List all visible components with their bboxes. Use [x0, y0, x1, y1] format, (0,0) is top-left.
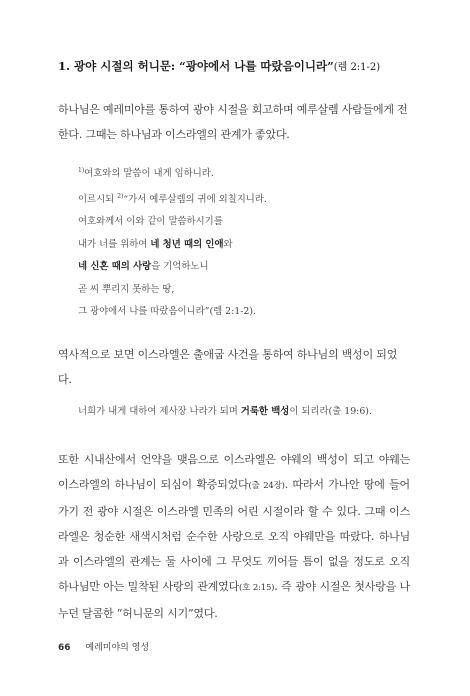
- verse-line: 이르시되 $^{2)}$“가서 예루살렘의 귀에 외칠지니라.: [78, 192, 267, 205]
- page-number: 66: [58, 643, 71, 653]
- section-heading: [58, 58, 438, 74]
- history-paragraph: 역사적으로 보면 이스라엘은 출애굽 사건을 통하여 하나님의 백성이 되었다.: [58, 348, 398, 386]
- verse-line: 여호와께서 이와 같이 말씀하시기를: [78, 216, 223, 227]
- verse-number: 1): [78, 167, 85, 174]
- citation: (호 2:15): [239, 583, 275, 593]
- section-number: 1.: [58, 59, 71, 73]
- verse-line: 네 신혼 때의 사랑을 기억하노니: [78, 261, 209, 272]
- emphasis-text: 네 신혼 때의 사랑: [78, 261, 152, 272]
- verse-number: 2): [117, 192, 124, 200]
- running-title: 예레미야의 영성: [85, 643, 150, 653]
- verse-line: 그 광야에서 나를 따랐음이니라”(렘 2:1-2).: [78, 306, 257, 317]
- scripture-quote-exodus: 너희가 내게 대하여 제사장 나라가 되며 거룩한 백성이 되리라(출 19:6).: [78, 406, 372, 417]
- emphasis-text: 네 청년 때의 인애: [150, 238, 224, 250]
- body-paragraph: 또한 시내산에서 언약을 맺음으로 이스라엘은 야웨의 백성이 되고 야웨는 이스라엘의 하나님이 되심이 확증되었다(출 24장). 따라서 가나안 땅에 들어가기 전 광야 시절은 이스라엘 민족의 어린 시절이라 할 수 있다. 그때 이스라엘은 청순한 새색시처럼 순수한 사랑으로 오직 야웨만을 따랐다. 하나님과 이스라엘의 관계는 둘 사이에 그 무엇도 끼어들 틈이 없을 정도로 오직 하나님만 아는 밀착된 사랑의 관계였다(호 2:15). 즉 광야 시절은 첫사랑을 나누던 달콤한 “허니문의 시기”였다.: [58, 453, 410, 620]
- page-footer: [58, 640, 149, 653]
- scripture-quote-jeremiah: [78, 160, 398, 324]
- intro-paragraph: 하나님은 예레미야를 통하여 광야 시절을 회고하며 예루살렘 사람들에게 전한다. 그때는 하나님과 이스라엘의 관계가 좋았다.: [58, 103, 408, 141]
- citation: (출 24장): [248, 481, 285, 491]
- verse-line: 내가 너를 위하여 네 청년 때의 인애와: [78, 238, 233, 250]
- verse-line: 곧 씨 뿌리지 못하는 땅,: [78, 283, 175, 295]
- verse-line: $^{1)}$여호와의 말씀이 내게 임하니라.: [78, 167, 214, 179]
- emphasis-text: 거룩한 백성: [240, 406, 290, 417]
- section-title: 광야 시절의 허니문: “광야에서 나를 따랐음이니라”: [74, 59, 334, 73]
- section-reference: (렘 2:1-2): [333, 62, 381, 73]
